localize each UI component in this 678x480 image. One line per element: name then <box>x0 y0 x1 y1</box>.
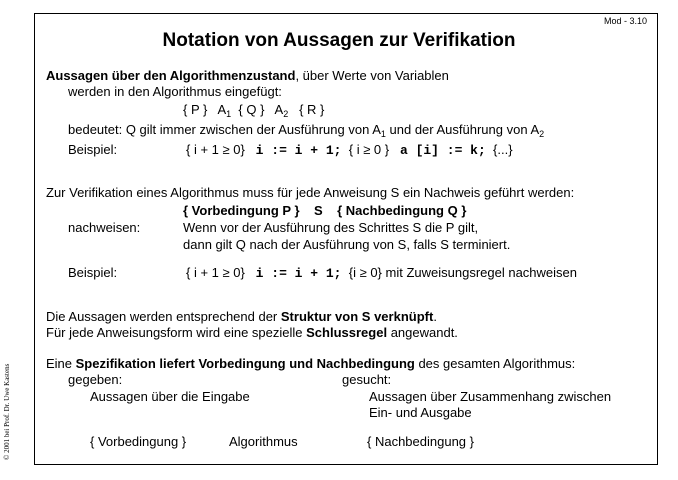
copyright-note: © 2001 bei Prof. Dr. Uwe Kastens <box>3 363 11 460</box>
s1-lead <box>46 68 449 84</box>
s1-formula-a1-sub: 1 <box>226 109 232 119</box>
s1-formula <box>183 102 324 118</box>
s1-lead-bold: Aussagen über den Algorithmenzustand <box>46 68 296 83</box>
s4-given-text: Aussagen über die Eingabe <box>90 389 250 404</box>
s3-line2 <box>46 325 458 341</box>
s2-example-label: Beispiel: <box>68 265 118 280</box>
s1-meaning-sub1: 1 <box>380 129 386 139</box>
s1-formula-p: { P } <box>183 102 208 117</box>
s3-line1-c: . <box>433 309 437 324</box>
s1-example-code2: a [i] := k; <box>399 143 486 158</box>
s1-meaning-part2: und der Ausführung von A <box>385 122 540 137</box>
s4-sought-text2: Ein- und Ausgabe <box>369 405 472 420</box>
s2-triple <box>183 203 466 219</box>
s3-line2-a: Für jede Anweisungsform wird eine spezielle <box>46 325 307 340</box>
s2-precondition: { Vorbedingung P } <box>183 203 300 218</box>
s4-sought-text1: Aussagen über Zusammenhang zwischen <box>369 389 612 404</box>
s1-lead-rest: , über Werte von Variablen <box>295 68 449 83</box>
s4-line1-c: des gesamten Algorithmus: <box>414 356 576 371</box>
s3-line1-bold: Struktur von S verknüpft <box>280 309 434 324</box>
s4-line1-a: Eine <box>46 356 76 371</box>
s2-postcondition: { Nachbedingung Q } <box>337 203 467 218</box>
s2-statement: S <box>313 203 323 218</box>
s4-postcondition: { Nachbedingung } <box>367 434 474 449</box>
s4-precondition: { Vorbedingung } <box>90 434 187 449</box>
s1-formula-q: { Q } <box>238 102 265 117</box>
s4-line1-bold: Spezifikation liefert Vorbedingung und Nachbedingung <box>75 356 415 371</box>
s1-meaning <box>68 122 544 138</box>
s1-formula-a2-sub: 2 <box>283 109 289 119</box>
s2-text2: dann gilt Q nach der Ausführung von S, falls S terminiert. <box>183 237 511 252</box>
s4-given-label: gegeben: <box>68 372 123 387</box>
s1-example-cond2: { i ≥ 0 } <box>348 142 390 157</box>
s4-sought-label: gesucht: <box>342 372 392 387</box>
slide-number: Mod - 3.10 <box>604 16 648 26</box>
s1-example-tail: {...} <box>493 142 513 157</box>
s2-example <box>186 265 577 282</box>
s2-intro: Zur Verifikation eines Algorithmus muss für jede Anweisung S ein Nachweis geführt werden: <box>46 185 575 200</box>
page-title: Notation von Aussagen zur Verifikation <box>162 30 516 51</box>
s3-line1-a: Die Aussagen werden entsprechend der <box>46 309 281 324</box>
s2-example-cond: { i + 1 ≥ 0} <box>186 265 245 280</box>
s1-formula-a1: A <box>217 102 227 117</box>
s2-label: nachweisen: <box>68 220 141 235</box>
s1-formula-a2: A <box>274 102 284 117</box>
s4-algorithm: Algorithmus <box>229 434 298 449</box>
s3-line2-c: angewandt. <box>387 325 458 340</box>
s1-meaning-part1: bedeutet: Q gilt immer zwischen der Ausführung von A <box>68 122 381 137</box>
s1-example <box>186 142 513 159</box>
s1-line2: werden in den Algorithmus eingefügt: <box>68 84 282 99</box>
s2-example-rest: {i ≥ 0} mit Zuweisungsregel nachweisen <box>348 265 577 280</box>
s1-example-label: Beispiel: <box>68 142 118 157</box>
s2-text1: Wenn vor der Ausführung des Schrittes S die P gilt, <box>183 220 479 235</box>
s3-line2-bold: Schlussregel <box>306 325 388 340</box>
s2-example-code: i := i + 1; <box>255 266 342 281</box>
s1-example-code1: i := i + 1; <box>255 143 342 158</box>
s1-formula-r: { R } <box>299 102 325 117</box>
s3-line1 <box>46 309 437 325</box>
s4-line1 <box>46 356 575 372</box>
s1-example-cond1: { i + 1 ≥ 0} <box>186 142 245 157</box>
s1-meaning-sub2: 2 <box>539 129 545 139</box>
